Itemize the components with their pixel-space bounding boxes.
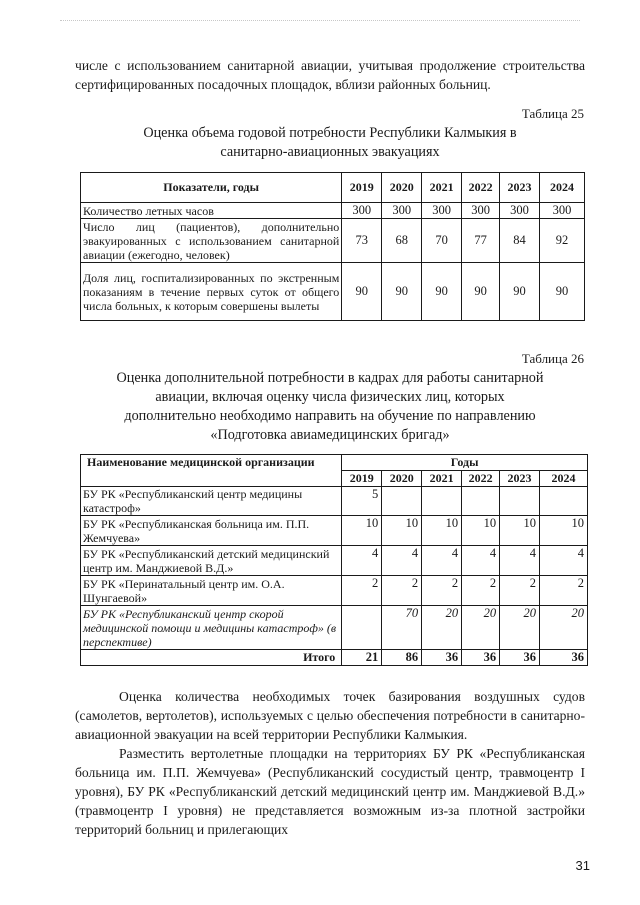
cell: 4 [422, 546, 462, 576]
row-label: Количество летных часов [81, 203, 342, 219]
table-row [81, 516, 588, 546]
table25-year: 2024 [540, 173, 585, 203]
cell [462, 487, 500, 516]
row-label: БУ РК «Перинатальный центр им. О.А. Шунгаевой» [81, 576, 342, 606]
cell: 90 [422, 263, 462, 321]
intro-paragraph: числе с использованием санитарной авиации, учитывая продолжение строительства сертифицированных посадочных площадок, вблизи районных больниц. [75, 58, 585, 92]
table-row [81, 546, 588, 576]
table25-title-line1: Оценка объема годовой потребности Республики Калмыкия в [143, 125, 517, 141]
page-number: 31 [575, 858, 590, 873]
table25-year: 2022 [462, 173, 500, 203]
table26 [80, 454, 588, 666]
total-cell: 86 [382, 650, 422, 666]
table26-year: 2024 [540, 471, 588, 487]
cell: 20 [540, 606, 588, 650]
cell: 90 [462, 263, 500, 321]
table26-year: 2022 [462, 471, 500, 487]
cell: 10 [342, 516, 382, 546]
cell: 2 [422, 576, 462, 606]
cell: 300 [462, 203, 500, 219]
cell: 4 [382, 546, 422, 576]
table26-year: 2021 [422, 471, 462, 487]
cell: 300 [382, 203, 422, 219]
cell: 92 [540, 219, 585, 263]
row-label: Число лиц (пациентов), дополнительно эвакуированных с использованием санитарной авиации (ежегодно, человек) [81, 219, 342, 263]
table26-year: 2019 [342, 471, 382, 487]
table-row [81, 219, 585, 263]
cell: 90 [500, 263, 540, 321]
cell [422, 487, 462, 516]
table26-title-line3: дополнительно необходимо направить на обучение по направлению [124, 408, 536, 424]
cell: 4 [500, 546, 540, 576]
total-cell: 36 [500, 650, 540, 666]
table-row [81, 606, 588, 650]
cell: 20 [422, 606, 462, 650]
scan-top-edge [60, 20, 580, 22]
table-total-row [81, 650, 588, 666]
table-row [81, 487, 588, 516]
table26-years-header: Годы [342, 455, 588, 471]
cell: 10 [500, 516, 540, 546]
row-label: БУ РК «Республиканский детский медицинский центр им. Манджиевой В.Д.» [81, 546, 342, 576]
cell: 2 [462, 576, 500, 606]
table26-year: 2020 [382, 471, 422, 487]
cell: 300 [500, 203, 540, 219]
table25-header-row [81, 173, 585, 203]
cell: 4 [342, 546, 382, 576]
table25-year: 2021 [422, 173, 462, 203]
row-label: БУ РК «Республиканская больница им. П.П. Жемчуева» [81, 516, 342, 546]
cell: 10 [422, 516, 462, 546]
cell: 2 [500, 576, 540, 606]
cell: 90 [342, 263, 382, 321]
table26-title-line2: авиации, включая оценку числа физических лиц, которых [155, 389, 505, 405]
cell: 2 [540, 576, 588, 606]
cell: 300 [342, 203, 382, 219]
cell: 77 [462, 219, 500, 263]
cell [342, 606, 382, 650]
cell: 70 [382, 606, 422, 650]
cell: 4 [462, 546, 500, 576]
table25-year: 2019 [342, 173, 382, 203]
cell: 70 [422, 219, 462, 263]
cell [540, 487, 588, 516]
table-row [81, 203, 585, 219]
paragraph-helipads: Разместить вертолетные площадки на территориях БУ РК «Республиканская больница им. П.П. Жемчуева» (Республиканский сосудистый центр, травмоцентр I уровня), БУ РК «Республиканский детский медицинский центр им. Манджиевой В.Д.» (травмоцентр I уровня) не представляется возможным из-за плотной застройки территорий больниц и прилегающих [75, 746, 585, 837]
cell [500, 487, 540, 516]
cell: 73 [342, 219, 382, 263]
total-label: Итого [81, 650, 342, 666]
table-row [81, 263, 585, 321]
row-label: БУ РК «Республиканский центр медицины катастроф» [81, 487, 342, 516]
paragraph-basing-points: Оценка количества необходимых точек базирования воздушных судов (самолетов, вертолетов), используемых с целью обеспечения потребности в санитарно-авиационной эвакуации на всей территории Республики Калмыкия. [75, 689, 585, 742]
cell: 90 [382, 263, 422, 321]
cell: 84 [500, 219, 540, 263]
table25-year: 2020 [382, 173, 422, 203]
total-cell: 36 [422, 650, 462, 666]
cell: 10 [462, 516, 500, 546]
table25-title-line2: санитарно-авиационных эвакуациях [220, 144, 440, 160]
table-row [81, 576, 588, 606]
cell: 10 [382, 516, 422, 546]
cell: 2 [382, 576, 422, 606]
cell: 2 [342, 576, 382, 606]
table25-year: 2023 [500, 173, 540, 203]
row-label: БУ РК «Республиканский центр скорой медицинской помощи и медицины катастроф» (в перспективе) [81, 606, 342, 650]
total-cell: 36 [462, 650, 500, 666]
table26-org-header: Наименование медицинской организации [81, 455, 342, 487]
cell: 20 [462, 606, 500, 650]
cell: 5 [342, 487, 382, 516]
table26-header-row [81, 455, 588, 471]
cell: 300 [422, 203, 462, 219]
table26-label: Таблица 26 [521, 351, 584, 366]
total-cell: 21 [342, 650, 382, 666]
cell: 4 [540, 546, 588, 576]
cell: 10 [540, 516, 588, 546]
table25-label: Таблица 25 [521, 106, 584, 121]
cell: 90 [540, 263, 585, 321]
total-cell: 36 [540, 650, 588, 666]
table26-year: 2023 [500, 471, 540, 487]
cell: 20 [500, 606, 540, 650]
cell [382, 487, 422, 516]
table25-header-label: Показатели, годы [81, 173, 342, 203]
cell: 300 [540, 203, 585, 219]
row-label: Доля лиц, госпитализированных по экстренным показаниям в течение первых суток от общего числа больных, к которым совершены вылеты [81, 263, 342, 321]
cell: 68 [382, 219, 422, 263]
table25 [80, 172, 585, 321]
table26-title-line4: «Подготовка авиамедицинских бригад» [210, 427, 450, 443]
table26-title-line1: Оценка дополнительной потребности в кадрах для работы санитарной [116, 370, 544, 386]
